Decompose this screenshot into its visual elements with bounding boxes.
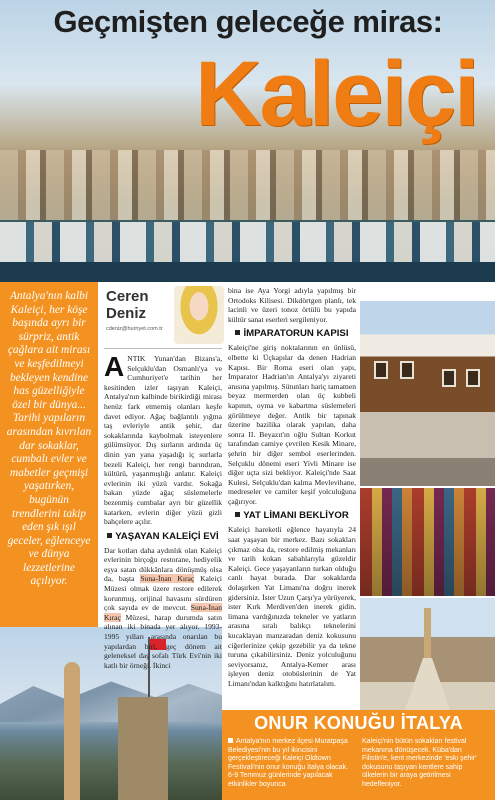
pull-quote-text: Antalya'nın kalbi Kaleiçi, her köşe başında ayrı bir sürpriz, antik çağlara ait mirası ve keşfedilmeyi bekleyen kendine has güzelliğiyle özel bir dünya... Tarihi yapıların arasından kıvrılan dar sokaklar, cumbalı evler ve mabetler geçmişi yaşatırken, bugünün trendlerini takip eden şık ışıl geceler, eğlenceye ve dünya lezzetlerine açılıyor.: [6, 290, 92, 588]
headline: Geçmişten geleceğe miras:: [53, 4, 443, 39]
info-box-text: Antalya'nın merkez ilçesi Muratpaşa Belediyesi'nin bu yıl ikincisini gerçekleştireceği Kaleiçi Oldtown Festivali'nin onur konuğu İtalya olacak. 6-9 Temmuz günlerinde yapılacak etkinlikler boyunca: [228, 738, 349, 788]
drop-cap: A: [104, 351, 125, 382]
subheading-living-house: [104, 531, 222, 543]
subheading-emperor-gate: [228, 328, 356, 340]
hero-water: [0, 262, 495, 282]
article-column-1: [104, 351, 222, 670]
author-email[interactable]: cdeniz@hurriyet.com.tr: [106, 326, 163, 332]
hero-town-buildings: [0, 150, 495, 220]
divider: [104, 348, 222, 349]
author-avatar: [174, 286, 224, 344]
text-segment: Müzesi, harap durumda satın alınan iki binada yer alıyor. 1993-1995 yılları arasında onarılan bu yapılardan biri, geç dönem ait geleneksel daş sofalı Türk Evi'nin iki katlı bir örneği. İkinci: [104, 612, 222, 670]
paragraph-marina: Kaleiçi hareketli eğlence hayatıyla 24 saat yaşayan bir merkez. Bazı sokakları çıkmaz olsa da, restore edilmiş mekanları ve tarih kokan sabahlarıyla güzeldir Kaleiçi. Gece yaşayanların turkan olduğu canlı hayat burada. Dar sokaklarda dolaşırken Yat Limanı'na doğru inerek gidersiniz. İster Uzun Çarşı'ya yürüyerek, ister Kırk Merdiven'den inerek gidin, limana vardığınızda tekneler ve yatların arasına sıralı balıkçı teknelerini kucaklayan manzaradan deniz kokusunu ciğerlerinize çekip gezebilir ya da tekne turuna çıkabilirsiniz. Deniz yolculuğunu seviyorsanız, Antalya-Kemer arası işleyen deniz otobüslerinin de Yat Limanı'ndan kalktığını hatırlatalım.: [228, 525, 356, 688]
info-box-column-2: [362, 738, 490, 790]
author-first-name: Ceren: [106, 288, 149, 305]
paragraph-church: bina ise Aya Yorgi adıyla yapılmış bir Ortodoks Kilisesi. Dikdörtgen planlı, tek lacinli ve üzeri tonoz örtülü bu yapıda kültür sanat eserleri sergileniyor.: [228, 286, 356, 324]
subheading-text: YAT LİMANI BEKLİYOR: [243, 510, 349, 522]
author-card: [102, 286, 226, 346]
photo-souvenir-shop: [360, 488, 495, 596]
info-box-title: ONUR KONUĞU İTALYA: [254, 713, 463, 733]
clock-tower: [118, 697, 168, 800]
highlight-museum-name: Suna-İnan Kıraç: [104, 603, 222, 622]
intro-paragraph: [104, 351, 222, 527]
mountains: [0, 677, 222, 722]
paragraph-emperor-gate: Kaleiçi'ne giriş noktalarının en ünlüsü, elbette ki Üçkapılar da denen Hadrian Kapısı. Bir Roma eseri olan yapı, İmparator Hadrian'ın Antalya'yı ziyareti anısına yapılmış. Sütunları hariç tamamen beyaz mermerden olan üç kubbeli kapının, oyma ve kabartma süslemeleri görülmeye değer. Antik bir tapınak üzerine bazilika olarak yapılan, daha sonra II. Beyazıt'ın oğlu Sultan Korkut tarafından camiye çevrilen Kesik Minare, şehrin bir diğer sembol eserlerinden. Selçuklu dönemi eseri Yivli Minare ise diğer uçta sizi bekliyor. Kaleiçi'nde Saat Kulesi, Selçuklu'dan kalma Mevlevihane, medreseler ve camiler keşif yolculuğuna çağırıyor.: [228, 343, 357, 506]
pull-quote-box: [0, 282, 98, 627]
photo-ottoman-houses: [360, 301, 495, 486]
text-segment: Dar kotları daha aydınlık olan Kaleiçi evlerinin birçoğu restorane, hediyelik eşya satan dükkânlara dönüşmüş olsa da, başta: [104, 545, 222, 584]
window: [442, 369, 456, 387]
minaret: [64, 662, 80, 800]
paragraph-living-house: [104, 546, 222, 671]
window: [374, 361, 388, 379]
subheading-text: YAŞAYAN KALEİÇİ EVİ: [115, 530, 219, 542]
headline-kaleici: Kaleiçi: [195, 43, 478, 145]
hero-photo: [0, 0, 495, 282]
minaret: [424, 608, 431, 663]
photo-shade: [360, 488, 495, 596]
photo-street-minaret: [360, 598, 495, 710]
text-segment: Kaleiçi Müzesi olmak üzere restore edilerek korunmuş, orijinal havasını sürdüren çok sayıda ev de mevcut.: [104, 574, 222, 613]
hero-harbor-boats: [0, 222, 495, 262]
window: [466, 369, 480, 387]
intro-text: NTIK Yunan'dan Bizans'a, Selçuklu'dan Osmanlı'ya ve Cumhuriyet'e tarihin her kesitinden izler taşıyan Kaleiçi, Antalya'nın kalbinde birikirdiği mirası henüz fark etmemiş olanları keşfe davet ediyor. Ağaç bağlantılı yığma taş evleriyle antik şehir, dar sokaklarında kaybolmak isteyenlere gülümsüyor. Dış surların ardında üç dinin yan yana yaşadığı iç surlarla bezeli Kaleiçi, her rengi barındıran, kültürü, yaşanmışlığı anlatır. Kaleiçi evlerinin iki yüzü vardır. Sokağa bakan yüzde ağaç süslemelerle bezenmiş cumbalar ayrı bir güzellik katarken, evlerin diğer yüzü gizli bahçelere açılır.: [104, 354, 222, 527]
subheading-marina: [228, 510, 356, 522]
author-last-name: Deniz: [106, 305, 147, 322]
info-box-column-1: [228, 738, 356, 790]
info-box-text: Kaleiçi'nin bütün sokakları festival mekanına dönüşecek. Küba'dan Filistin'e, kent merkezinde 'eski şehir' dokusunu taşıyan kentlere sahip ülkelerin bir araya getirilmesi hedefleniyor.: [362, 738, 477, 788]
highlight-museum-name: Suna-İnan Kıraç: [140, 574, 195, 584]
info-box-italy: [222, 710, 495, 800]
window: [400, 361, 414, 379]
author-name: [106, 288, 149, 322]
subheading-text: İMPARATORUN KAPISI: [243, 328, 349, 340]
street: [405, 658, 450, 710]
article-column-2: [228, 286, 356, 706]
bullet-square-icon: [228, 738, 233, 743]
